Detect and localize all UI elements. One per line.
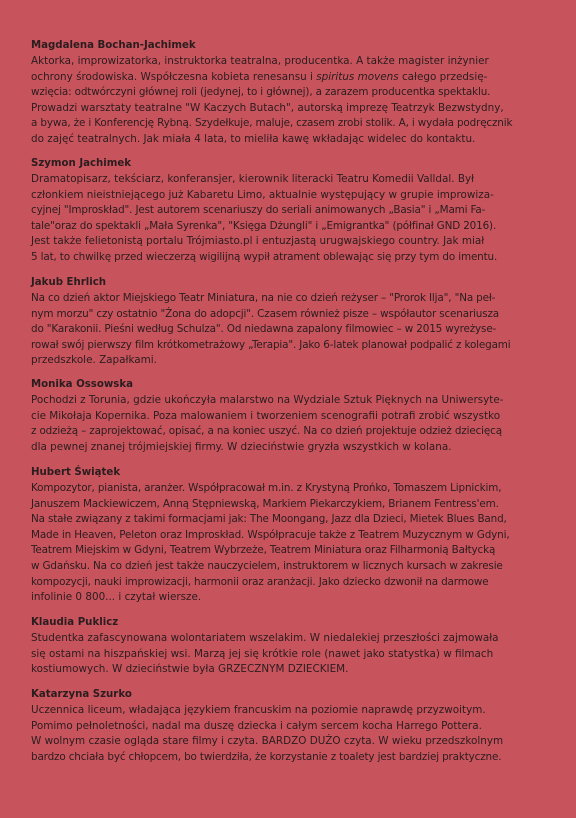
bio-line: kostiumowych. W dzieciństwie była GRZECZNYM DZIECKIEM. [31, 663, 349, 676]
bio-line: Teatrem Miejskim w Gdyni, Teatrem Wybrzeże, Teatrem Miniatura oraz Filharmonią Bałtycką [31, 544, 496, 557]
bio-line: członkiem nieistniejącego już Kabaretu Limo, aktualnie występujący w grupie improwiza- [31, 188, 494, 201]
bio-name: Magdalena Bochan-Jachimek [31, 40, 196, 51]
bio-klaudia-puklicz [31, 615, 547, 678]
bio-line: się ostami na hiszpańskiej wsi. Marzą jej się krótkie role (nawet jako statystka) w filmach [31, 647, 494, 660]
bio-name: Szymon Jachimek [31, 158, 132, 169]
bio-line: z odzieżą – zaprojektować, opisać, a na koniec uszyć. Na co dzień projektuje odzież dziecięcą [31, 425, 502, 438]
bio-line: Pomimo pełnoletności, nadal ma duszę dziecka i całym sercem kocha Harrego Pottera. [31, 719, 482, 732]
bio-line: infolinie 0 800... i czytał wiersze. [31, 591, 202, 604]
bio-line: kompozycji, nauki improwizacji, harmonii oraz aranżacji. Jako dziecko dzwonił na darmowe [31, 575, 489, 588]
bio-line: Na co dzień aktor Miejskiego Teatr Miniatura, na nie co dzień reżyser – "Prorok Ilja", "Na peł- [31, 292, 496, 304]
bio-line: do zajęć teatralnych. Jak miała 4 lata, to mieliła kawę wkładając widelec do kontaktu. [31, 132, 476, 145]
bio-line: Kompozytor, pianista, aranżer. Współpracował m.in. z Krystyną Prońko, Tomaszem Lipnickim, [31, 482, 502, 494]
bio-line: ochrony środowiska. Współczesna kobieta renesansu i spiritus movens całego przedsię- [31, 70, 488, 83]
bio-line: do "Karakonii. Pieśni według Schulza". Od niedawna zapalony filmowiec – w 2015 wyreżyse- [31, 323, 497, 336]
bio-name: Klaudia Puklicz [31, 617, 119, 628]
bio-monika-ossowska [31, 377, 547, 455]
bio-line: bardzo chciała być chłopcem, bo twierdziła, że korzystanie z toalety jest bardziej praktyczne. [31, 750, 502, 763]
bio-line: cyjnej "Improskład". Jest autorem scenariuszy do seriali animowanych „Basia" i „Mami Fa- [31, 204, 486, 217]
bio-line: Januszem Mackiewiczem, Anną Stępniewską, Markiem Piekarczykiem, Brianem Fentress'em. [31, 497, 499, 510]
bio-line: Jest także felietonistą portalu Trójmiasto.pl i entuzjastą urugwajskiego country. Jak miał [31, 235, 485, 248]
bio-line: Studentka zafascynowana wolontariatem wszelakim. W niedalekiej przeszłości zajmowała [31, 632, 499, 644]
bio-line: tale"oraz do spektakli „Mała Syrenka", "Księga Dżungli" i „Emigrantka" (półfinał GND 2016). [31, 219, 497, 232]
bio-szymon-jachimek [31, 156, 547, 266]
bio-line: cie Mikołaja Kopernika. Poza malowaniem i tworzeniem scenografii potrafi zrobić wszystko [31, 409, 501, 422]
bio-line: rował swój pierwszy film krótkometrażowy „Terapia". Jako 6-latek planował podpalić z kolegami [31, 338, 511, 351]
bio-line: Na stałe związany z takimi formacjami jak: The Moongang, Jazz dla Dzieci, Mietek Blues Band, [31, 513, 507, 526]
bio-jakub-ehrlich [31, 275, 547, 369]
bio-line: Made in Heaven, Peleton oraz Improskład. Współpracuje także z Teatrem Muzycznym w Gdyni, [31, 528, 510, 541]
bio-name: Katarzyna Szurko [31, 689, 132, 700]
bio-line: W wolnym czasie ogląda stare filmy i czyta. BARDZO DUŻO czyta. W wieku przedszkolnym [31, 735, 504, 748]
bio-name: Jakub Ehrlich [31, 277, 107, 288]
bio-line: Aktorka, improwizatorka, instruktorka teatralna, producentka. A także magister inżynier [31, 55, 489, 67]
bio-line: Prowadzi warsztaty teatralne "W Kaczych Butach", autorską imprezę Teatrzyk Bezwstydny, [31, 101, 504, 114]
bio-name: Monika Ossowska [31, 379, 133, 390]
bio-katarzyna-szurko [31, 687, 547, 765]
bio-name: Hubert Świątek [31, 467, 121, 478]
bio-line: przedszkole. Zapałkami. [31, 354, 157, 367]
bio-magdalena-bochan-jachimek [31, 38, 547, 148]
bio-line: a bywa, że i Konferencję Rybną. Szydełkuje, maluje, czasem zrobi stolik. A, i wydała podręcznik [31, 117, 513, 130]
bio-line: wzięcia: odtwórczyni głównej roli (jedynej, to i głównej), a zarazem producentka spektaklu. [31, 86, 491, 99]
bio-line: Dramatopisarz, tekściarz, konferansjer, kierownik literacki Teatru Komedii Valldal. Był [31, 173, 475, 185]
bio-line: nym morzu" czy ostatnio "Żona do adopcji". Czasem również pisze – współautor scenariusza [31, 307, 500, 320]
bio-line: Uczennica liceum, władająca językiem francuskim na poziomie naprawdę przyzwoitym. [31, 704, 486, 716]
bio-line: dla pewnej znanej trójmiejskiej firmy. W dzieciństwie gryzła wszystkich w kolana. [31, 440, 452, 453]
bio-hubert-swiatek [31, 465, 547, 606]
bio-line: Pochodzi z Torunia, gdzie ukończyła malarstwo na Wydziale Sztuk Pięknych na Uniwersyte- [31, 394, 504, 406]
bio-line: 5 lat, to chwilkę przed wieczerzą wigilijną wypił atrament oblewając się przy tym do imentu. [31, 250, 498, 263]
bio-line: w Gdańsku. Na co dzień jest także nauczycielem, instruktorem w licznych kursach w zakresie [31, 559, 503, 572]
